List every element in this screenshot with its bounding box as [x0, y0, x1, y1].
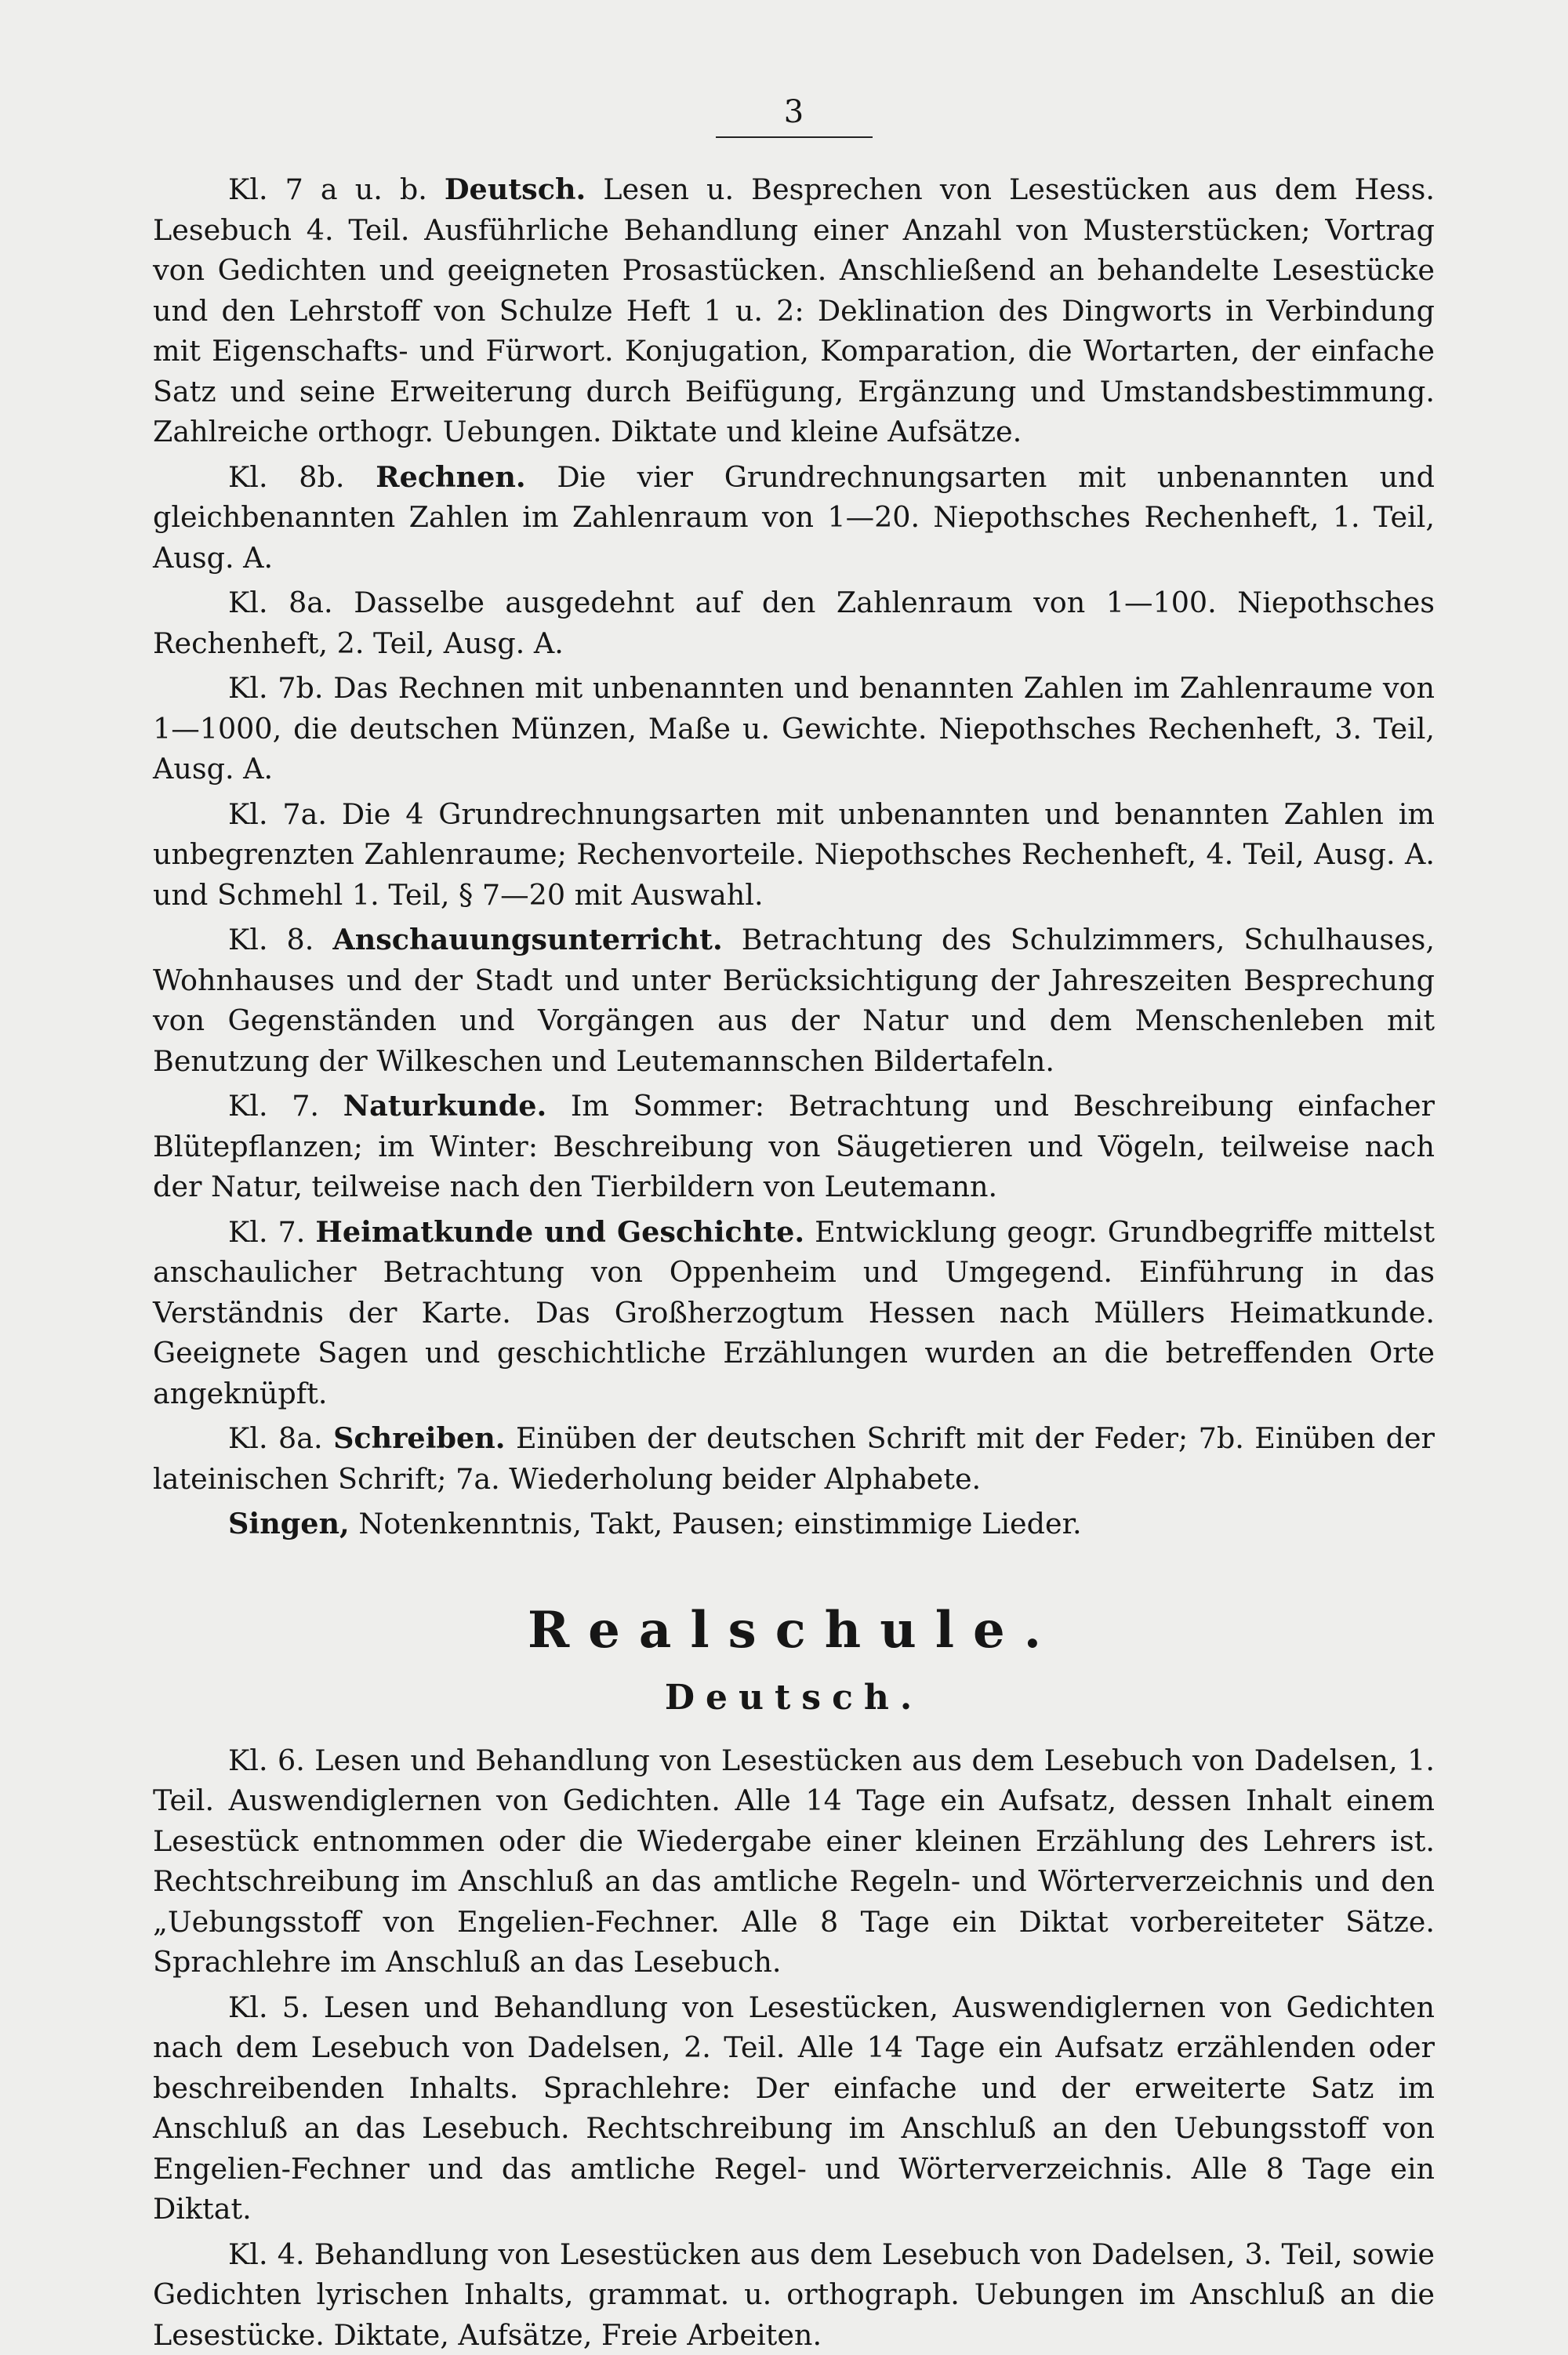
page-number: 3 [153, 0, 1435, 132]
paragraph-schreiben [153, 1418, 1435, 1499]
paragraph-naturkunde [153, 1086, 1435, 1207]
class-label: Kl. 8a. [228, 586, 333, 619]
paragraph-rechnen-8a [153, 582, 1435, 663]
paragraph-text: Lesen und Behandlung von Lesestücken, Auswendiglernen von Gedichten nach dem Lesebuch von Dadelsen, 2. Teil. Alle 14 Tage ein Aufsatz erzählenden oder beschreibenden Inhalts. Sprachlehre: Der einfache und der erweiterte Satz im Anschluß an das Lesebuch. Rechtschreibung im Anschluß an den Uebungsstoff von Engelien-Fechner und das amtliche Regel- und Wörterverzeichnis. Alle 8 Tage ein Diktat. [153, 1990, 1435, 2226]
realschule-curriculum [153, 1740, 1435, 2355]
paragraph-kl-6 [153, 1740, 1435, 1983]
paragraph-text: Die vier Grundrechnungsarten mit unbenannten und gleichbenannten Zahlen im Zahlenraum von 1—20. Niepothsches Rechenheft, 1. Teil, Ausg. A. [153, 460, 1435, 575]
paragraph-text: Die 4 Grundrechnungsarten mit unbenannten und benannten Zahlen im unbegrenzten Zahlenraume; Rechenvorteile. Niepothsches Rechenheft, 4. Teil, Ausg. A. und Schmehl 1. Teil, § 7—20 mit Auswahl. [153, 797, 1435, 912]
paragraph-text: Behandlung von Lesestücken aus dem Lesebuch von Dadelsen, 3. Teil, sowie Gedichten lyrischen Inhalts, grammat. u. orthograph. Uebungen im Anschluß an die Lesestücke. Diktate, Aufsätze, Freie Arbeiten. [153, 2237, 1435, 2352]
class-label: Kl. 6. [228, 1744, 305, 1777]
class-label: Kl. 7a. [228, 797, 327, 831]
paragraph-rechnen-7a [153, 794, 1435, 916]
paragraph-rechnen-8b [153, 457, 1435, 579]
paragraph-kl-4 [153, 2234, 1435, 2355]
class-label: Kl. 8. [228, 923, 314, 956]
subject-heading: Singen, [228, 1507, 350, 1540]
class-label: Kl. 7. [228, 1215, 305, 1249]
class-label: Kl. 7. [228, 1089, 319, 1123]
class-label: Kl. 8a. [228, 1421, 323, 1455]
class-label: Kl. 5. [228, 1990, 310, 2024]
page-number-rule [716, 136, 873, 138]
subject-heading: Rechnen. [376, 460, 525, 494]
paragraph-text: Entwicklung geogr. Grundbegriffe mittelst anschaulicher Betrachtung von Oppenheim und Umgegend. Einführung in das Verständnis der Karte. Das Großherzogtum Hessen nach Müllers Heimatkunde. Geeignete Sagen und geschichtliche Erzählungen wurden an die betreffenden Orte angeknüpft. [153, 1215, 1435, 1410]
elementary-curriculum [153, 169, 1435, 1544]
class-label: Kl. 7b. [228, 671, 324, 705]
paragraph-text: Betrachtung des Schulzimmers, Schulhauses, Wohnhauses und der Stadt und unter Berücksichtigung der Jahreszeiten Besprechung von Gegenständen und Vorgängen aus der Natur und dem Menschenleben mit Benutzung der Wilkeschen und Leutemannschen Bildertafeln. [153, 923, 1435, 1078]
paragraph-text: Im Sommer: Betrachtung und Beschreibung einfacher Blütepflanzen; im Winter: Beschreibung von Säugetieren und Vögeln, teilweise nach der Natur, teilweise nach den Tierbildern von Leutemann. [153, 1089, 1435, 1203]
subject-heading: Anschauungsunterricht. [332, 923, 722, 956]
paragraph-text: Notenkenntnis, Takt, Pausen; einstimmige Lieder. [358, 1507, 1081, 1540]
paragraph-singen [153, 1504, 1435, 1544]
paragraph-heimatkunde [153, 1212, 1435, 1414]
section-subtitle: Deutsch. [153, 1676, 1435, 1720]
class-label: Kl. 7 a u. b. [228, 172, 427, 206]
paragraph-rechnen-7b [153, 668, 1435, 789]
paragraph-text: Lesen und Behandlung von Lesestücken aus dem Lesebuch von Dadelsen, 1. Teil. Auswendiglernen von Gedichten. Alle 14 Tage ein Aufsatz, dessen Inhalt einem Lesestück entnommen oder die Wiedergabe einer kleinen Erzählung des Lehrers ist. Rechtschreibung im Anschluß an das amtliche Regeln- und Wörterverzeichnis und den „Uebungsstoff von Engelien-Fechner. Alle 8 Tage ein Diktat vorbereiteter Sätze. Sprachlehre im Anschluß an das Lesebuch. [153, 1744, 1435, 1979]
class-label: Kl. 8b. [228, 460, 345, 494]
subject-heading: Deutsch. [445, 172, 586, 206]
paragraph-text: Das Rechnen mit unbenannten und benannten Zahlen im Zahlenraume von 1—1000, die deutschen Münzen, Maße u. Gewichte. Niepothsches Rechenheft, 3. Teil, Ausg. A. [153, 671, 1435, 786]
subject-heading: Schreiben. [333, 1421, 505, 1455]
class-label: Kl. 4. [228, 2237, 305, 2271]
subject-heading: Heimatkunde und Geschichte. [315, 1215, 804, 1249]
paragraph-deutsch-7 [153, 169, 1435, 452]
paragraph-text: Dasselbe ausgedehnt auf den Zahlenraum von 1—100. Niepothsches Rechenheft, 2. Teil, Ausg. A. [153, 586, 1435, 660]
paragraph-text: Lesen u. Besprechen von Lesestücken aus dem Hess. Lesebuch 4. Teil. Ausführliche Behandlung einer Anzahl von Musterstücken; Vortrag von Gedichten und geeigneten Prosastücken. Anschließend an behandelte Lesestücke und den Lehrstoff von Schulze Heft 1 u. 2: Deklination des Dingworts in Verbindung mit Eigenschafts- und Fürwort. Konjugation, Komparation, die Wortarten, der einfache Satz und seine Erweiterung durch Beifügung, Ergänzung und Umstandsbestimmung. Zahlreiche orthogr. Uebungen. Diktate und kleine Aufsätze. [153, 172, 1435, 448]
section-title: Realschule. [153, 1599, 1435, 1662]
paragraph-anschauungsunterricht [153, 920, 1435, 1081]
paragraph-text: Einüben der deutschen Schrift mit der Feder; 7b. Einüben der lateinischen Schrift; 7a. Wiederholung beider Alphabete. [153, 1421, 1435, 1496]
paragraph-kl-5 [153, 1987, 1435, 2230]
subject-heading: Naturkunde. [343, 1089, 546, 1123]
